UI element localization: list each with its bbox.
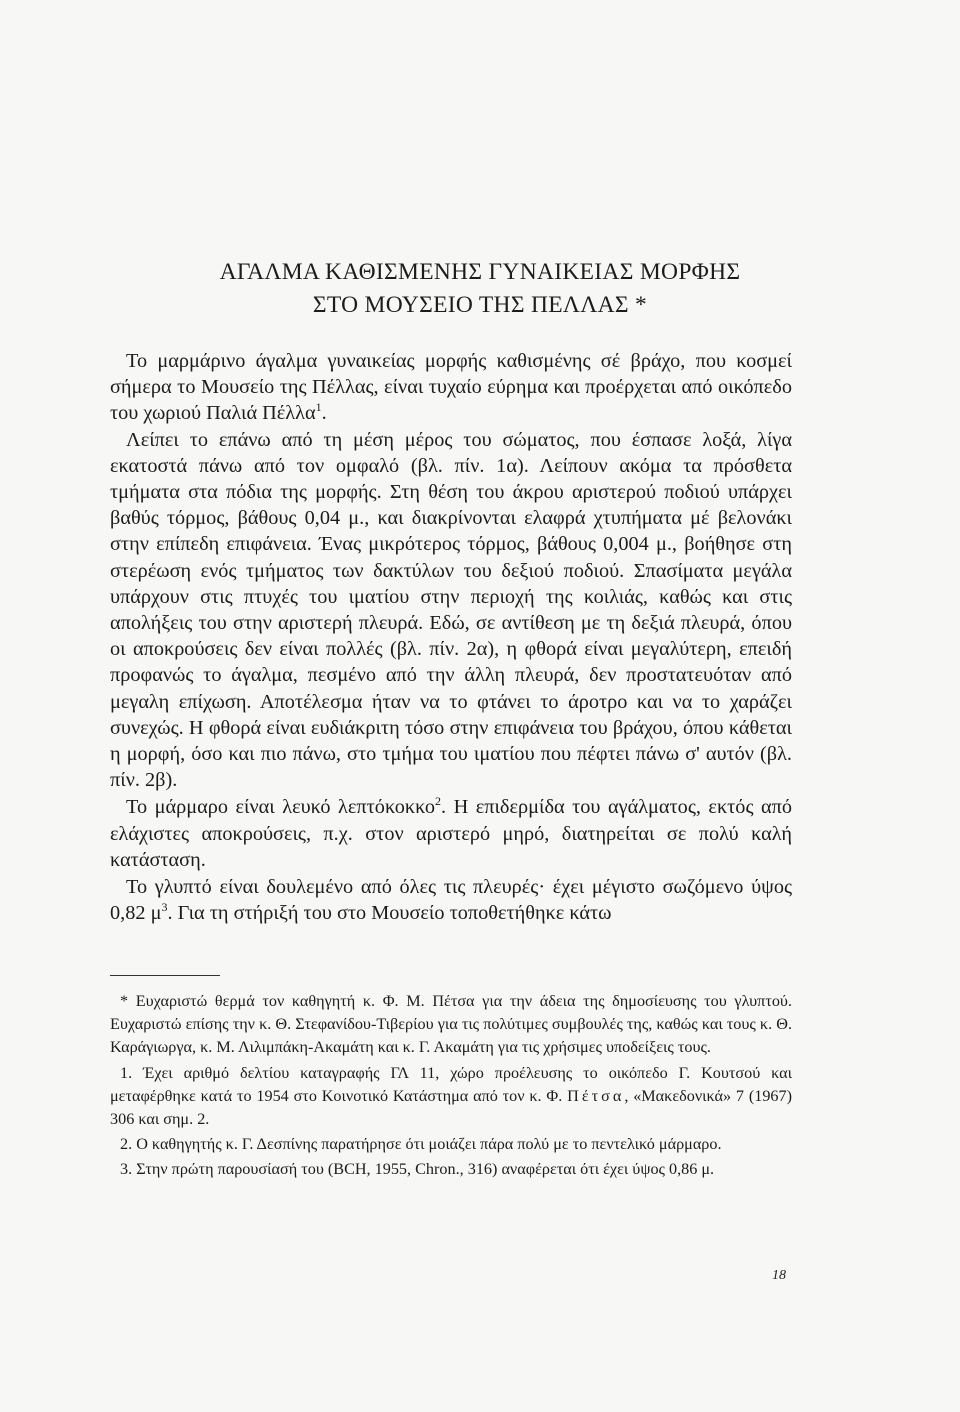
- paragraph-3-end: . Η επιδερμίδα του αγάλματος, εκτός από ελάχιστες αποκρούσεις, π.χ. στον αριστερό μηρό, διατηρείται σε πολύ καλή κατάσταση.: [110, 796, 792, 871]
- footnote-ref-3: 3: [161, 900, 168, 915]
- paragraph-2: Λείπει το επάνω από τη μέση μέρος του σώματος, που έσπασε λοξά, λίγα εκατοστά πάνω από τον ομφαλό (βλ. πίν. 1α). Λείπουν ακόμα τα πρόσθετα τμήματα στα πόδια της μορφής. Στη θέση του άκρου αριστερού ποδιού υπάρχει βαθύς τόρμος, βάθους 0,04 μ., και διακρίνονται ελαφρά χτυπήματα μέ βελονάκι στην επίπεδη επιφάνεια. Ένας μικρότερος τόρμος, βάθους 0,004 μ., βοήθησε στη στερέωση ενός τμήματος των δακτύλων του δεξιού ποδιού. Σπασίματα μεγάλα υπάρχουν στις πτυχές του ιματίου στην περιοχή της κοιλιάς, καθώς και στις απολήξεις του στην αριστερή πλευρά. Εδώ, σε αντίθεση με τη δεξιά πλευρά, όπου οι αποκρούσεις δεν είναι πολλές (βλ. πίν. 2α), η φθορά είναι μεγαλύτερη, επειδή προφανώς το άγαλμα, πεσμένο από την άλλη πλευρά, δεν προστατευόταν από μεγαλη επίχωση. Αποτέλεσμα ήταν να το φτάνει το άροτρο και να το χαράζει συνεχώς. Η φθορά είναι ευδιάκριτη τόσο στην επιφάνεια του βράχου, όπου κάθεται η μορφή, όσο και πιο πάνω, στο τμήμα του ιματίου που πέφτει πάνω σ' αυτόν (βλ. πίν. 2β).: [110, 428, 792, 792]
- paragraph-4-end: . Για τη στήριξή του στο Μουσείο τοποθετήθηκε κάτω: [167, 902, 612, 925]
- footnote-star: * Ευχαριστώ θερμά τον καθηγητή κ. Φ. Μ. Πέτσα για την άδεια της δημοσίευσης του γλυπτού. Ευχαριστώ επίσης την κ. Θ. Στεφανίδου-Τιβερίου για τις πολύτιμες συμβουλές της, καθώς και τους κ. Θ. Καράγιωργα, κ. Μ. Λιλιμπάκη-Ακαμάτη και κ. Γ. Ακαμάτη για τις χρήσιμες υποδείξεις τους.: [110, 992, 792, 1057]
- footnote-3: 3. Στην πρώτη παρουσίασή του (BCH, 1955, Chron., 316) αναφέρεται ότι έχει ύψος 0,86 μ.: [120, 1160, 715, 1179]
- footnote-ref-2: 2: [435, 794, 441, 809]
- paragraph-1: [110, 348, 792, 427]
- paragraph-3-text: Το μάρμαρο είναι λευκό λεπτόκοκκο: [126, 796, 435, 819]
- footnote-1-author: Πέτσα: [567, 1086, 625, 1105]
- footnote-1-text: 1. Έχει αριθμό δελτίου καταγραφής ΓΛ 11, χώρο προέλευσης το οικόπεδο Γ. Κουτσού και μεταφέρθηκε κατά το 1954 στο Κοινοτικό Κατάστημα από τον κ. Φ.: [110, 1063, 792, 1105]
- paragraph-4-text: Το γλυπτό είναι δουλεμένο από όλες τις πλευρές· έχει μέγιστο σωζόμενο ύψος 0,82 μ: [110, 876, 792, 925]
- article-body: [110, 348, 792, 926]
- paragraph-3: [110, 794, 792, 873]
- article-title-line-1: ΑΓΑΛΜΑ ΚΑΘΙΣΜΕΝΗΣ ΓΥΝΑΙΚΕΙΑΣ ΜΟΡΦΗΣ: [219, 259, 741, 285]
- paragraph-1-text: Το μαρμάρινο άγαλμα γυναικείας μορφής καθισμένης σέ βράχο, που κοσμεί σήμερα το Μουσείο της Πέλλας, είναι τυχαίο εύρημα και προέρχεται από οικόπεδο του χωριού Παλιά Πέλλα: [110, 350, 792, 425]
- footnotes: [110, 990, 792, 1182]
- footnote-2: 2. Ο καθηγητής κ. Γ. Δεσπίνης παρατήρησε ότι μοιάζει πάρα πολύ με το πεντελικό μάρμαρο.: [120, 1135, 722, 1154]
- footnote-1-citation: , «Μακεδονικά» 7 (1967) 306 και σημ. 2.: [110, 1086, 792, 1129]
- footnote-1: [110, 1062, 792, 1132]
- page-number: 18: [772, 1268, 786, 1283]
- paragraph-4: [110, 874, 792, 926]
- footnote-separator: [110, 975, 220, 976]
- footnote-ref-1: 1: [315, 400, 322, 415]
- paragraph-1-end: .: [321, 402, 327, 425]
- article-title-line-2: ΣΤΟ ΜΟΥΣΕΙΟ ΤΗΣ ΠΕΛΛΑΣ *: [312, 292, 648, 318]
